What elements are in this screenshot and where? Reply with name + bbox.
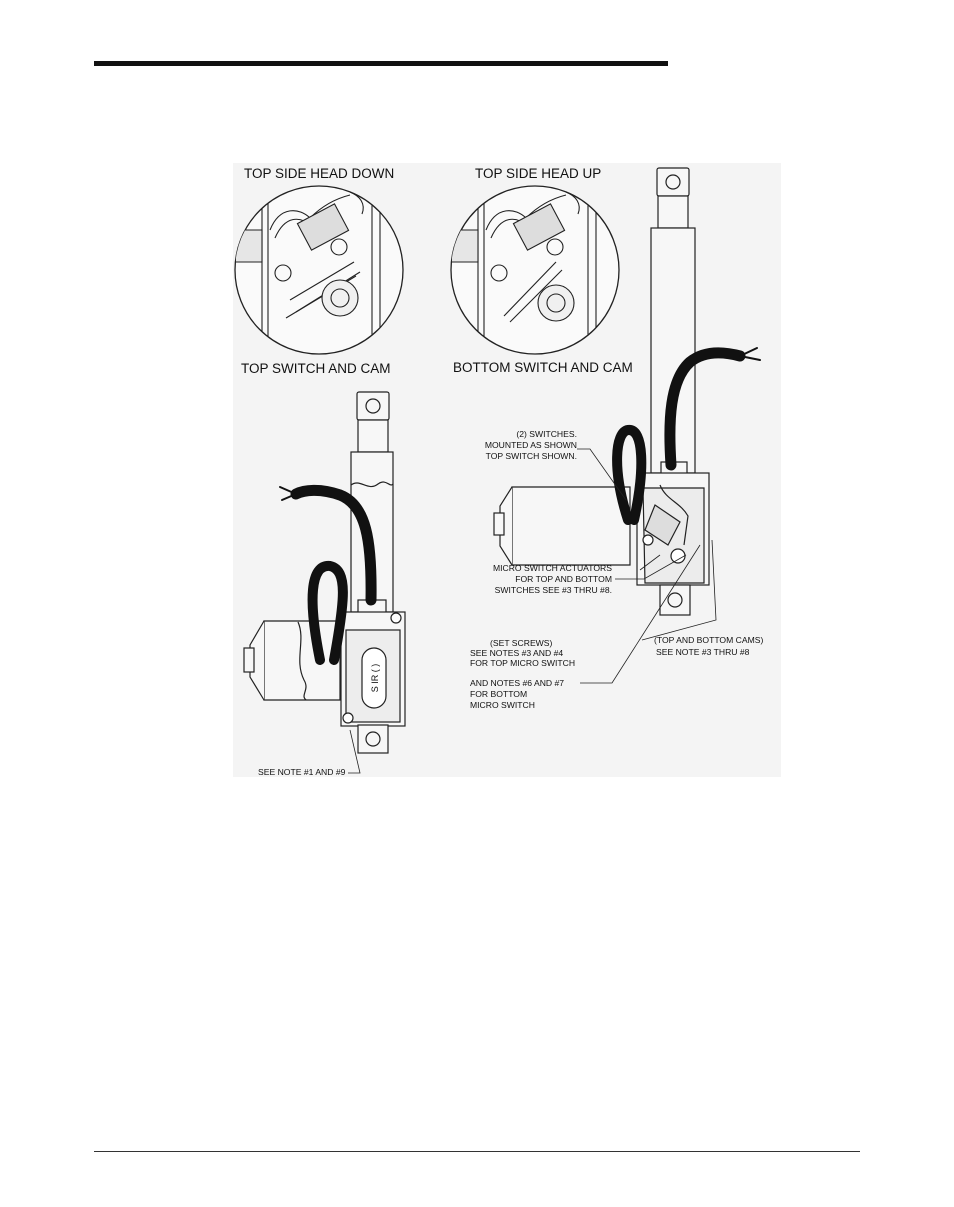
- switch-box-label: S IR ( ): [370, 663, 380, 693]
- heading-top-side-head-up: TOP SIDE HEAD UP: [475, 166, 602, 181]
- callout-actuators-line-1: MICRO SWITCH ACTUATORS: [492, 563, 612, 573]
- callout-switches-line-3: TOP SWITCH SHOWN.: [485, 451, 577, 461]
- callout-actuators-line-2: FOR TOP AND BOTTOM: [515, 574, 612, 584]
- callout-actuators-line-3: SWITCHES SEE #3 THRU #8.: [494, 585, 612, 595]
- callout-set-screws-line-3: FOR TOP MICRO SWITCH: [470, 658, 576, 668]
- callout-set-screws: [470, 638, 575, 668]
- callout-cams: [654, 635, 763, 657]
- callout-switches-line-1: (2) SWITCHES.: [516, 429, 577, 439]
- heading-top-side-head-down: TOP SIDE HEAD DOWN: [244, 166, 395, 181]
- callout-switches-line-2: MOUNTED AS SHOWN: [484, 440, 577, 450]
- callout-cams-line-2: SEE NOTE #3 THRU #8: [656, 647, 750, 657]
- callout-set-screws-line-1: (SET SCREWS): [490, 638, 553, 648]
- detail-head-down: [235, 186, 403, 356]
- left-actuator: [244, 392, 405, 753]
- heading-bottom-switch-and-cam: BOTTOM SWITCH AND CAM: [453, 360, 633, 375]
- callout-bottom-notes-line-2: FOR BOTTOM: [470, 689, 528, 699]
- callout-note-1-9: SEE NOTE #1 AND #9: [258, 767, 346, 777]
- detail-head-up: [451, 186, 619, 356]
- callout-set-screws-line-2: SEE NOTES #3 AND #4: [470, 648, 564, 658]
- callout-switches: [485, 429, 577, 461]
- callout-bottom-notes: [470, 678, 564, 710]
- callout-actuators: [493, 563, 612, 595]
- callout-cams-line-1: (TOP AND BOTTOM CAMS): [654, 635, 764, 645]
- heading-top-switch-and-cam: TOP SWITCH AND CAM: [241, 361, 391, 376]
- callout-bottom-notes-line-3: MICRO SWITCH: [470, 700, 535, 710]
- footer-rule: [94, 1151, 860, 1152]
- callout-bottom-notes-line-1: AND NOTES #6 AND #7: [470, 678, 565, 688]
